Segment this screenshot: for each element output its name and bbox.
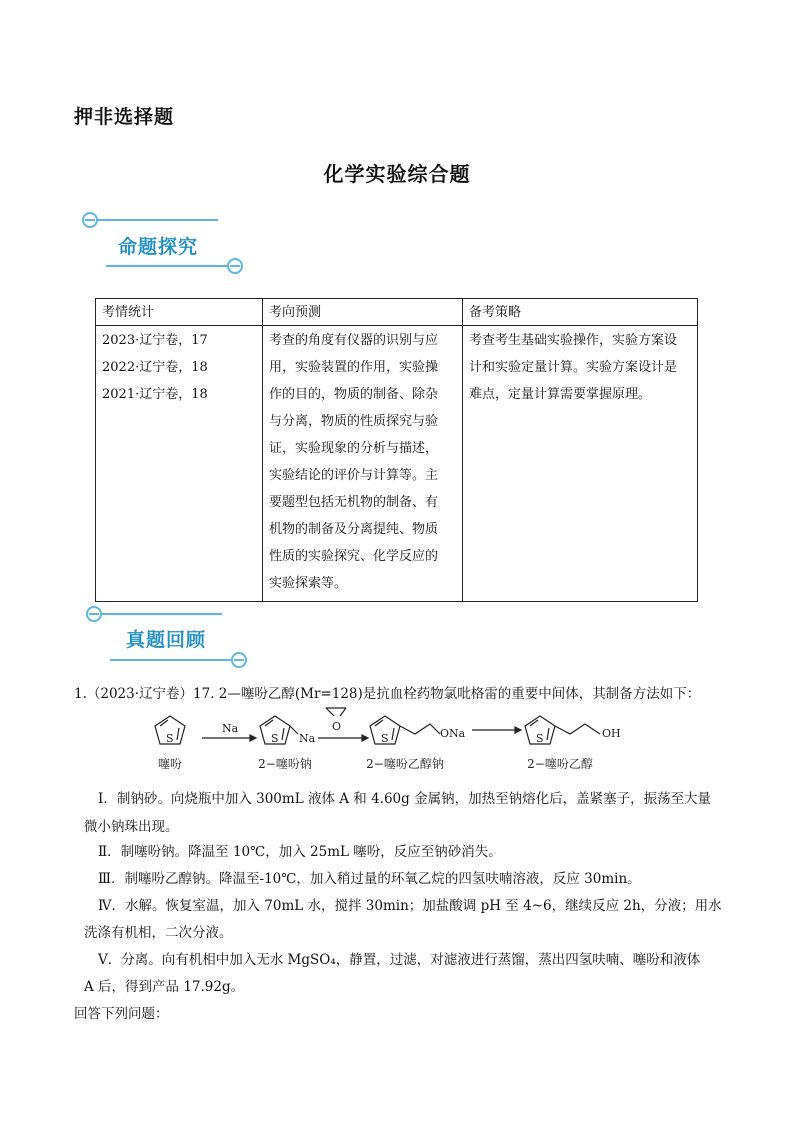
step-line: Ⅲ．制噻吩乙醇钠。降温至-10℃，加入稍过量的环氧乙烷的四氢呋喃溶液，反应 30min。 <box>98 871 641 887</box>
step-line: Ⅱ．制噻吩钠。降温至 10℃，加入 25mL 噻吩，反应至钠砂消失。 <box>98 844 502 860</box>
step-line: A 后，得到产品 17.92g。 <box>84 979 245 995</box>
banner-review <box>82 600 282 680</box>
compound-label: 2−噻吩乙醇钠 <box>366 757 444 771</box>
strategy-cell <box>463 326 698 602</box>
table-header: 备考策略 <box>463 299 698 326</box>
atom-s: S <box>381 732 389 745</box>
atom-s: S <box>271 732 279 745</box>
table-header: 考向预测 <box>263 299 463 326</box>
forecast-line: 考查的角度有仪器的识别与应 <box>269 333 439 348</box>
compound-label: 2−噻吩乙醇 <box>527 757 593 771</box>
forecast-line: 实验探索等。 <box>269 576 348 591</box>
exam-info-table <box>95 298 698 602</box>
table-header-row <box>96 299 698 326</box>
banner-label: 命题探究 <box>118 236 199 258</box>
forecast-line: 要题型包括无机物的制备、有 <box>269 495 439 510</box>
group-ona: ONa <box>440 727 466 740</box>
forecast-line: 证，实验现象的分析与描述， <box>269 441 439 456</box>
reagent-na: Na <box>222 722 239 735</box>
stats-cell <box>96 326 263 602</box>
step-line: Ⅴ．分离。向有机相中加入无水 MgSO₄，静置，过滤，对滤液进行蒸馏，蒸出四氢呋喃、噻吩和液体 <box>98 952 701 968</box>
forecast-line: 机物的制备及分离提纯、物质 <box>269 522 439 537</box>
group-oh: OH <box>602 727 621 740</box>
compound-label: 噻吩 <box>157 757 183 771</box>
stat-line: 2021·辽宁卷，18 <box>102 387 208 402</box>
stat-line: 2023·辽宁卷，17 <box>102 333 208 348</box>
page-title: 化学实验综合题 <box>323 162 471 186</box>
section-tag-title: 押非选择题 <box>74 106 175 128</box>
table-row <box>96 326 698 602</box>
forecast-line: 用，实验装置的作用，实验操 <box>269 360 439 375</box>
forecast-line: 性质的实验探究、化学反应的 <box>269 549 439 564</box>
banner-label: 真题回顾 <box>126 629 207 651</box>
step-line: Ⅳ．水解。恢复室温，加入 70mL 水，搅拌 30min；加盐酸调 pH 至 4~6，继续反应 2h，分液；用水 <box>98 898 722 914</box>
forecast-line: 与分离，物质的性质探究与验 <box>269 414 439 429</box>
table-header: 考情统计 <box>96 299 263 326</box>
strategy-line: 难点，定量计算需要掌握原理。 <box>469 387 652 402</box>
forecast-cell <box>263 326 463 602</box>
forecast-line: 实验结论的评价与计算等。主 <box>269 468 439 483</box>
stat-line: 2022·辽宁卷，18 <box>102 360 208 375</box>
atom-s: S <box>166 732 174 745</box>
compound-label: 2−噻吩钠 <box>258 757 312 771</box>
atom-na: Na <box>299 732 316 745</box>
strategy-line: 计和实验定量计算。实验方案设计是 <box>469 360 678 375</box>
question-prompt: 回答下列问题： <box>74 1006 169 1022</box>
reagent-epoxide-o: O <box>332 720 342 733</box>
banner-explore <box>78 206 278 286</box>
step-line: 微小钠珠出现。 <box>84 819 179 835</box>
question-intro: 1.（2023·辽宁卷）17. 2—噻吩乙醇(Mr=128)是抗血栓药物氯吡格雷的重要中间体，其制备方法如下： <box>74 686 701 702</box>
strategy-line: 考查考生基础实验操作，实验方案设 <box>469 333 678 348</box>
step-line: 洗涤有机相，二次分液。 <box>84 925 233 941</box>
atom-s: S <box>536 732 544 745</box>
forecast-line: 作的目的，物质的制备、除杂 <box>269 387 439 402</box>
step-line: Ⅰ．制钠砂。向烧瓶中加入 300mL 液体 A 和 4.60g 金属钠，加热至钠熔化后，盖紧塞子，振荡至大量 <box>98 791 712 807</box>
reaction-scheme <box>150 706 710 781</box>
reaction-scheme-drawing-icon <box>150 706 710 781</box>
